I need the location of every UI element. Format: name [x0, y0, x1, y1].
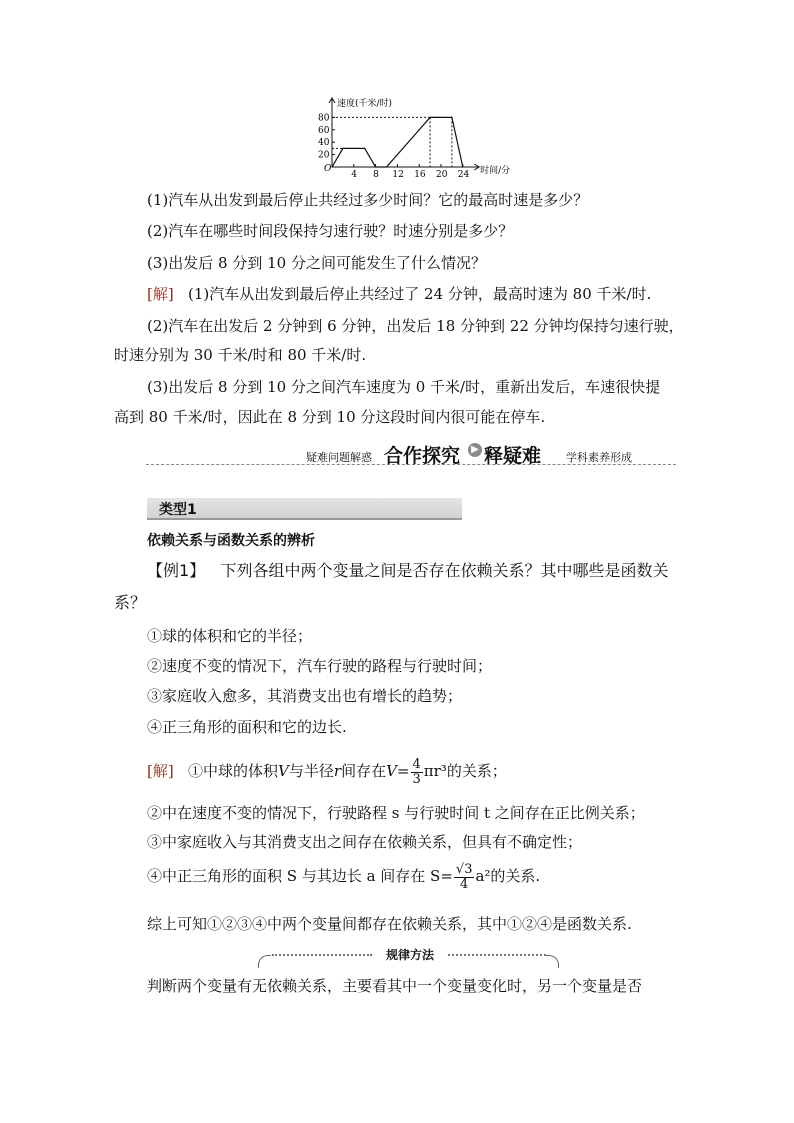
- type-box: [147, 498, 462, 520]
- example-line2: 系？: [114, 593, 147, 612]
- x-tick-label: 24: [457, 170, 470, 180]
- y-tick-label: 60: [318, 125, 330, 136]
- question-3: (3)出发后 8 分到 10 分之间可能发生了什么情况？: [147, 254, 486, 272]
- solution2-s1-tail: πr³的关系；: [423, 762, 507, 780]
- solution2-s4-pre: ④中正三角形的面积 S 与其边长 a 间存在 S=: [147, 867, 453, 885]
- section-title: 依赖关系与函数关系的辨析: [147, 533, 315, 549]
- solution1-answer1: (1)汽车从出发到最后停止共经过了 24 分钟，最高时速为 80 千米/时.: [188, 285, 652, 303]
- var-r: r: [333, 762, 342, 780]
- banner-arrow-icon: ▶: [468, 443, 482, 457]
- solution1-answer2-line2: 时速分别为 30 千米/时和 80 千米/时.: [114, 346, 367, 364]
- example-item-4: ④正三角形的面积和它的边长.: [147, 718, 347, 736]
- x-tick-label: 16: [414, 170, 426, 180]
- y-tick-label: 80: [318, 113, 330, 124]
- solution2-line4: [147, 858, 540, 894]
- solution2-summary: 综上可知①②③④中两个变量间都存在依赖关系，其中①②④是函数关系.: [147, 915, 632, 933]
- solution2-s1-mid: 与半径: [288, 762, 334, 780]
- fraction-4-3: [411, 758, 423, 787]
- banner-right-text: 学科素养形成: [566, 451, 632, 464]
- banner-title-b: 释疑难: [484, 445, 542, 467]
- solution1-answer2-line1: (2)汽车在出发后 2 分钟到 6 分钟，出发后 18 分钟到 22 分钟均保持匀速行驶，: [147, 317, 684, 335]
- banner-left-text: 疑难问题解惑: [306, 451, 372, 464]
- data-point: [386, 166, 387, 167]
- data-point: [430, 117, 431, 118]
- data-point: [462, 166, 463, 167]
- x-tick-label: 12: [392, 170, 404, 180]
- origin-label: O: [324, 164, 332, 174]
- method-text: 判断两个变量有无依赖关系，主要看其中一个变量变化时，另一个变量是否: [147, 977, 643, 995]
- method-dots-left: [272, 954, 372, 956]
- solution2-tag: [解]: [147, 762, 174, 780]
- solution2-line3: ③中家庭收入与其消费支出之间存在依赖关系，但具有不确定性；: [147, 833, 583, 851]
- solution-tag: [解]: [147, 285, 174, 303]
- banner-title-a: 合作探究: [384, 445, 461, 467]
- solution2-s1-pre: ①中球的体积: [188, 762, 279, 780]
- section-banner: [146, 440, 676, 470]
- data-point: [364, 148, 365, 149]
- method-dots-right: [448, 954, 546, 956]
- solution2-line1: [147, 756, 507, 787]
- data-point: [451, 117, 452, 118]
- example-tag: 【例1】: [147, 561, 206, 580]
- var-V: V: [278, 762, 289, 780]
- question-1: (1)汽车从出发到最后停止共经过多少时间？它的最高时速是多少？: [147, 191, 589, 209]
- eq-V: V=: [386, 762, 410, 780]
- fraction-root3-4: [454, 863, 475, 892]
- y-tick-label: 40: [318, 138, 330, 149]
- solution1-answer3-line1: (3)出发后 8 分到 10 分之间汽车速度为 0 千米/时，重新出发后，车速很快提: [147, 378, 661, 396]
- example-line1: [147, 561, 668, 581]
- x-tick-label: 8: [373, 170, 379, 180]
- series-line: [332, 117, 463, 167]
- y-tick-label: 20: [318, 150, 330, 161]
- frac-num2: √3: [455, 861, 473, 877]
- frac-den2: 4: [460, 876, 469, 892]
- solution1-line1: [147, 284, 651, 304]
- frac-den: 3: [412, 771, 421, 787]
- method-bracket-left: [258, 955, 271, 968]
- question-2: (2)汽车在哪些时间段保持匀速行驶？时速分别是多少？: [147, 222, 514, 240]
- method-bracket-right: [546, 955, 559, 968]
- solution2-line2: ②中在速度不变的情况下，行驶路程 s 与行驶时间 t 之间存在正比例关系；: [147, 804, 645, 822]
- type-label: 类型1: [159, 502, 197, 518]
- solution1-answer3-line2: 高到 80 千米/时，因此在 8 分到 10 分这段时间内很可能在停车.: [114, 408, 546, 426]
- x-tick-label: 4: [351, 170, 358, 180]
- data-point: [342, 148, 343, 149]
- method-header: [258, 945, 558, 965]
- method-label: 规律方法: [386, 948, 435, 962]
- solution2-s1-mid2: 间存在: [341, 762, 387, 780]
- solution2-s4-tail: a²的关系.: [475, 867, 541, 885]
- x-axis-label: 时间/分: [480, 166, 511, 176]
- y-axis-label: 速度(千米/时): [337, 99, 393, 109]
- example-item-1: ①球的体积和它的半径；: [147, 627, 313, 645]
- x-tick-label: 20: [436, 170, 448, 180]
- example-text1: 下列各组中两个变量之间是否存在依赖关系？其中哪些是函数关: [220, 561, 669, 580]
- data-point: [331, 166, 332, 167]
- example-item-2: ②速度不变的情况下，汽车行驶的路程与行驶时间；: [147, 657, 493, 675]
- speed-time-chart: [300, 94, 530, 180]
- data-point: [375, 166, 376, 167]
- example-item-3: ③家庭收入愈多，其消费支出也有增长的趋势；: [147, 687, 463, 705]
- frac-num: 4: [412, 756, 421, 772]
